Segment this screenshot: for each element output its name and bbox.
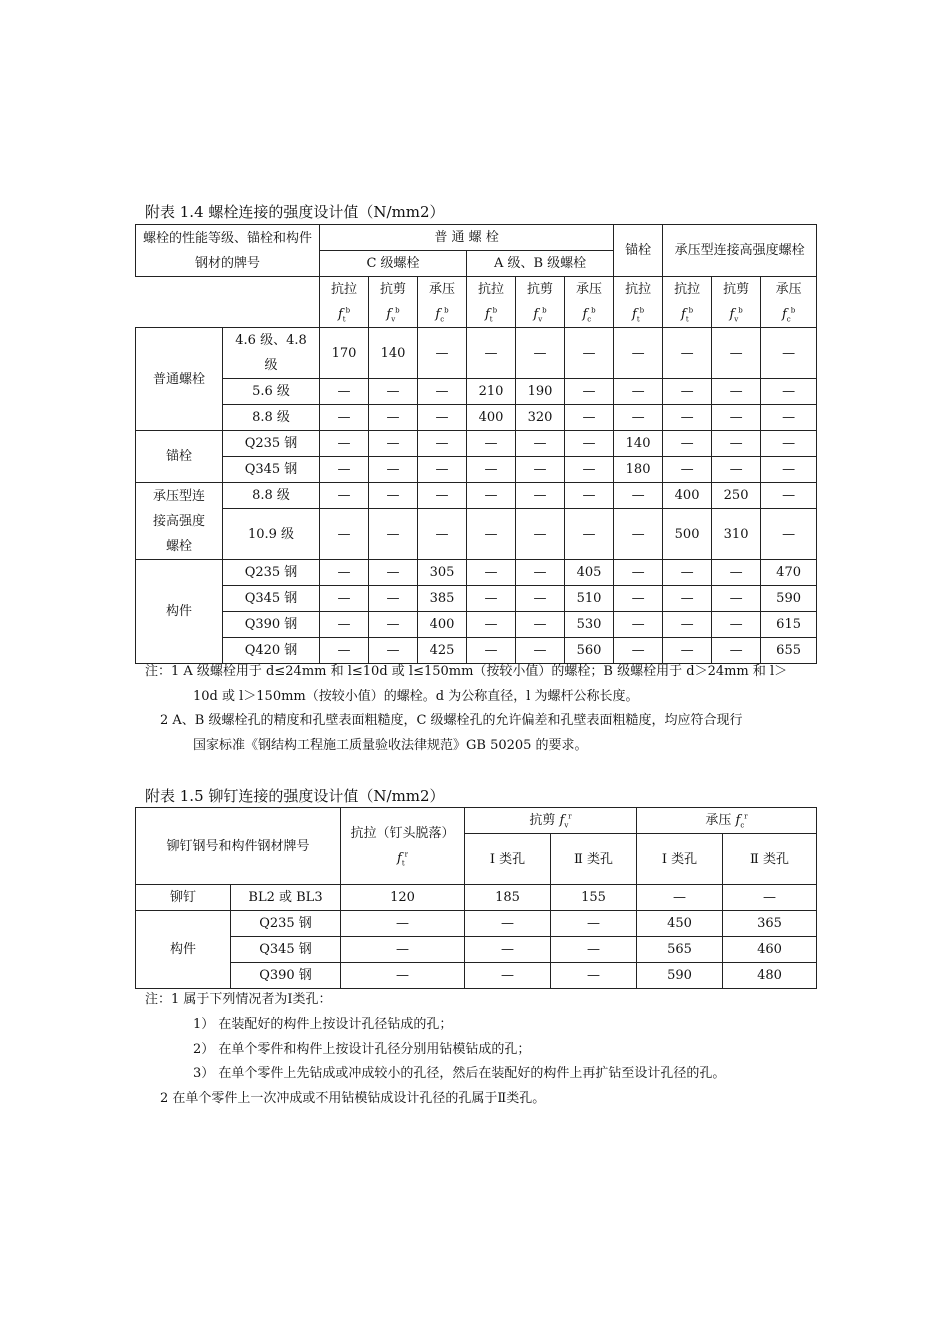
- table-cell: —: [614, 328, 663, 379]
- table-row: [136, 457, 817, 483]
- col-header-symbol: $f_v^b$: [533, 306, 547, 324]
- table-cell: 250: [712, 483, 761, 509]
- table-cell: —: [418, 328, 467, 379]
- col-header-symbol: $f_c^b$: [435, 306, 449, 324]
- table-cell: —: [369, 483, 418, 509]
- table-cell: —: [712, 328, 761, 379]
- col-header-label: 抗拉: [625, 282, 652, 297]
- table-cell: —: [663, 638, 712, 664]
- row-grade: 5.6 级: [223, 379, 320, 405]
- col-header-label: 承压: [775, 282, 802, 297]
- table-cell: —: [712, 586, 761, 612]
- col-header-symbol: $f_t^b$: [681, 306, 694, 324]
- table-cell: —: [551, 911, 637, 937]
- table-cell: —: [516, 560, 565, 586]
- table-cell: 590: [637, 963, 723, 989]
- col-header-label: 承压: [429, 282, 456, 297]
- table-cell: 210: [467, 379, 516, 405]
- table-cell: —: [320, 379, 369, 405]
- table-cell: —: [369, 509, 418, 560]
- table-cell: —: [663, 431, 712, 457]
- table-cell: —: [614, 612, 663, 638]
- table-cell: —: [465, 911, 551, 937]
- table-cell: —: [516, 586, 565, 612]
- row-grade: Q345 钢: [231, 937, 341, 963]
- col-header-7: [663, 277, 712, 328]
- table-cell: —: [467, 560, 516, 586]
- table-cell: —: [663, 379, 712, 405]
- table-cell: —: [712, 431, 761, 457]
- note-line: 注：1 A 级螺栓用于 d≤24mm 和 l≤10d 或 l≤150mm（按较小值）的螺栓；B 级螺栓用于 d＞24mm 和 l＞: [145, 664, 788, 679]
- table-cell: —: [465, 937, 551, 963]
- col-header-label: 抗剪: [723, 282, 750, 297]
- note-line: 3） 在单个零件上先钻成或冲成较小的孔径，然后在装配好的构件上再扩钻至设计孔径的孔。: [193, 1066, 726, 1081]
- table-row: [136, 586, 817, 612]
- header-bearing-class1: Ⅰ 类孔: [637, 834, 723, 885]
- table-cell: —: [761, 379, 817, 405]
- table-cell: —: [516, 457, 565, 483]
- table-cell: —: [467, 431, 516, 457]
- note-line: 10d 或 l＞150mm（按较小值）的螺栓。d 为公称直径，l 为螺杆公称长度。: [193, 689, 639, 704]
- table-cell: 565: [637, 937, 723, 963]
- table-cell: —: [369, 431, 418, 457]
- table-cell: —: [712, 457, 761, 483]
- table-cell: —: [467, 457, 516, 483]
- table-cell: —: [467, 483, 516, 509]
- header-high-strength-bolt: 承压型连接高强度螺栓: [663, 225, 817, 277]
- table-cell: 405: [565, 560, 614, 586]
- table-cell: 425: [418, 638, 467, 664]
- table-cell: —: [467, 612, 516, 638]
- table-cell: —: [418, 431, 467, 457]
- table-cell: —: [565, 405, 614, 431]
- table-cell: 155: [551, 885, 637, 911]
- table-cell: —: [663, 405, 712, 431]
- note-line: 2 在单个零件上一次冲成或不用钻模钻成设计孔径的孔属于Ⅱ类孔。: [160, 1091, 546, 1106]
- header-tension: [341, 808, 465, 885]
- table-cell: —: [369, 638, 418, 664]
- table-cell: —: [551, 937, 637, 963]
- row-grade: Q345 钢: [223, 457, 320, 483]
- col-header-symbol: $f_v^b$: [729, 306, 743, 324]
- table-cell: —: [369, 405, 418, 431]
- table-cell: —: [712, 379, 761, 405]
- header-ordinary-bolt: 普 通 螺 栓: [320, 225, 614, 251]
- col-header-label: 承压: [576, 282, 603, 297]
- table-cell: —: [565, 509, 614, 560]
- table-cell: 655: [761, 638, 817, 664]
- header-c-grade: C 级螺栓: [320, 251, 467, 277]
- table-cell: —: [467, 328, 516, 379]
- table-cell: —: [516, 431, 565, 457]
- row-grade: Q235 钢: [231, 911, 341, 937]
- table-cell: —: [663, 328, 712, 379]
- table2-caption: 附表 1.5 铆钉连接的强度设计值（N/mm2）: [145, 787, 445, 805]
- row-grade: Q420 钢: [223, 638, 320, 664]
- col-header-5: [565, 277, 614, 328]
- table-cell: —: [614, 560, 663, 586]
- table-cell: —: [467, 638, 516, 664]
- table-cell: —: [320, 457, 369, 483]
- table-cell: —: [320, 431, 369, 457]
- table1-corner-header: 螺栓的性能等级、锚栓和构件钢材的牌号: [136, 225, 320, 277]
- table1-caption: 附表 1.4 螺栓连接的强度设计值（N/mm2）: [145, 203, 445, 221]
- table-cell: —: [761, 483, 817, 509]
- table-cell: —: [516, 509, 565, 560]
- row-grade: 10.9 级: [223, 509, 320, 560]
- col-header-symbol: $f_c^b$: [582, 306, 596, 324]
- row-group-name: 构件: [136, 911, 231, 989]
- col-header-9: [761, 277, 817, 328]
- col-header-symbol: $f_t^b$: [337, 306, 351, 324]
- col-header-label: 抗拉: [674, 282, 701, 297]
- table-row: [136, 911, 817, 937]
- table-cell: —: [712, 612, 761, 638]
- table-cell: —: [565, 431, 614, 457]
- table-cell: —: [369, 379, 418, 405]
- row-grade: 8.8 级: [223, 405, 320, 431]
- table-cell: 480: [723, 963, 817, 989]
- row-group-name: 铆钉: [136, 885, 231, 911]
- table-cell: 590: [761, 586, 817, 612]
- table-cell: 365: [723, 911, 817, 937]
- note-line: 2） 在单个零件和构件上按设计孔径分别用钻模钻成的孔；: [193, 1042, 531, 1057]
- header-tension-label: 抗拉（钉头脱落）: [350, 826, 455, 841]
- col-header-label: 抗拉: [478, 282, 505, 297]
- table-cell: —: [663, 612, 712, 638]
- row-grade: Q345 钢: [223, 586, 320, 612]
- table-cell: 140: [614, 431, 663, 457]
- table-cell: —: [341, 963, 465, 989]
- col-header-label: 抗拉: [331, 282, 358, 297]
- row-group-name: 构件: [136, 560, 223, 664]
- table-cell: —: [565, 457, 614, 483]
- table-row: [136, 885, 817, 911]
- row-grade: Q390 钢: [231, 963, 341, 989]
- table-cell: —: [516, 612, 565, 638]
- table-cell: 400: [418, 612, 467, 638]
- table-cell: —: [418, 483, 467, 509]
- table-cell: —: [614, 405, 663, 431]
- rivet-strength-table: [135, 807, 817, 989]
- row-grade: 8.8 级: [223, 483, 320, 509]
- table-cell: —: [467, 586, 516, 612]
- table-cell: —: [614, 638, 663, 664]
- table-cell: 470: [761, 560, 817, 586]
- table-cell: —: [341, 937, 465, 963]
- table-cell: 320: [516, 405, 565, 431]
- table-row: [136, 509, 817, 560]
- row-grade: 4.6 级、4.8 级: [223, 328, 320, 379]
- table1-blank-header: [136, 277, 320, 328]
- table-cell: 400: [467, 405, 516, 431]
- table-cell: —: [418, 509, 467, 560]
- table-cell: 185: [465, 885, 551, 911]
- row-grade: BL2 或 BL3: [231, 885, 341, 911]
- header-anchor-bolt: 锚栓: [614, 225, 663, 277]
- header-tension-symbol: $f_t^r$: [397, 850, 409, 868]
- table-cell: —: [516, 483, 565, 509]
- note-line: 1） 在装配好的构件上按设计孔径钻成的孔；: [193, 1017, 453, 1032]
- col-header-symbol: $f_t^b$: [632, 306, 645, 324]
- table-cell: —: [712, 560, 761, 586]
- table-row: [136, 405, 817, 431]
- table-cell: 500: [663, 509, 712, 560]
- table-cell: —: [712, 638, 761, 664]
- row-grade: Q235 钢: [223, 560, 320, 586]
- table-cell: —: [320, 612, 369, 638]
- col-header-1: [369, 277, 418, 328]
- table-row: [136, 483, 817, 509]
- table-cell: 305: [418, 560, 467, 586]
- table-cell: —: [369, 560, 418, 586]
- table-cell: —: [320, 483, 369, 509]
- table-cell: —: [418, 405, 467, 431]
- col-header-8: [712, 277, 761, 328]
- table-row: [136, 431, 817, 457]
- table-cell: 120: [341, 885, 465, 911]
- table-cell: —: [761, 509, 817, 560]
- table-cell: —: [614, 379, 663, 405]
- table-cell: —: [516, 638, 565, 664]
- table-cell: 400: [663, 483, 712, 509]
- table-cell: —: [516, 328, 565, 379]
- table-cell: —: [565, 379, 614, 405]
- col-header-symbol: $f_c^b$: [781, 306, 796, 324]
- table-row: [136, 328, 817, 379]
- note-line: 注：1 属于下列情况者为Ⅰ类孔：: [145, 992, 332, 1007]
- table-cell: 140: [369, 328, 418, 379]
- table-cell: 560: [565, 638, 614, 664]
- col-header-0: [320, 277, 369, 328]
- table1-column-header-row: [136, 277, 817, 328]
- table-cell: —: [465, 963, 551, 989]
- table-cell: 170: [320, 328, 369, 379]
- table-row: [136, 560, 817, 586]
- row-grade: Q235 钢: [223, 431, 320, 457]
- table-cell: —: [320, 509, 369, 560]
- table-cell: —: [663, 457, 712, 483]
- header-shear: 抗剪 $f_v^r$: [465, 808, 637, 834]
- table-cell: 310: [712, 509, 761, 560]
- table-cell: 385: [418, 586, 467, 612]
- row-group-name: 锚栓: [136, 431, 223, 483]
- table-cell: —: [663, 586, 712, 612]
- table-cell: 510: [565, 586, 614, 612]
- table-cell: —: [565, 328, 614, 379]
- col-header-2: [418, 277, 467, 328]
- table-cell: —: [551, 963, 637, 989]
- table-row: [136, 963, 817, 989]
- row-group-name: 承压型连 接高强度 螺栓: [136, 483, 223, 560]
- table-row: [136, 937, 817, 963]
- row-group-name: 普通螺栓: [136, 328, 223, 431]
- table-row: [136, 612, 817, 638]
- table-cell: —: [614, 509, 663, 560]
- table-cell: —: [369, 612, 418, 638]
- table-cell: —: [418, 457, 467, 483]
- header-shear-class1: Ⅰ 类孔: [465, 834, 551, 885]
- row-grade: Q390 钢: [223, 612, 320, 638]
- table-cell: —: [761, 405, 817, 431]
- table-cell: —: [761, 431, 817, 457]
- table-cell: —: [761, 328, 817, 379]
- table-cell: —: [565, 483, 614, 509]
- table-cell: —: [341, 911, 465, 937]
- header-ab-grade: A 级、B 级螺栓: [467, 251, 614, 277]
- table-cell: —: [761, 457, 817, 483]
- table-cell: —: [723, 885, 817, 911]
- table-cell: —: [663, 560, 712, 586]
- table-cell: —: [614, 586, 663, 612]
- table2-corner-header: 铆钉钢号和构件钢材牌号: [136, 808, 341, 885]
- col-header-3: [467, 277, 516, 328]
- table-cell: —: [712, 405, 761, 431]
- table-cell: 190: [516, 379, 565, 405]
- table-cell: —: [418, 379, 467, 405]
- table-cell: —: [369, 457, 418, 483]
- col-header-symbol: $f_v^b$: [386, 306, 400, 324]
- table-cell: —: [320, 586, 369, 612]
- header-bearing: 承压 $f_c^r$: [637, 808, 817, 834]
- table-cell: 180: [614, 457, 663, 483]
- note-line: 国家标准《钢结构工程施工质量验收法律规范》GB 50205 的要求。: [193, 738, 588, 753]
- bolt-strength-table: [135, 224, 817, 664]
- table-cell: 460: [723, 937, 817, 963]
- col-header-label: 抗剪: [527, 282, 554, 297]
- table-cell: —: [320, 405, 369, 431]
- table-cell: 615: [761, 612, 817, 638]
- col-header-symbol: $f_t^b$: [484, 306, 498, 324]
- header-bearing-class2: Ⅱ 类孔: [723, 834, 817, 885]
- col-header-label: 抗剪: [380, 282, 407, 297]
- table-cell: —: [320, 560, 369, 586]
- table-cell: —: [467, 509, 516, 560]
- header-shear-class2: Ⅱ 类孔: [551, 834, 637, 885]
- table-cell: —: [320, 638, 369, 664]
- col-header-6: [614, 277, 663, 328]
- table-cell: —: [614, 483, 663, 509]
- col-header-4: [516, 277, 565, 328]
- table-cell: —: [637, 885, 723, 911]
- table-cell: 530: [565, 612, 614, 638]
- table-cell: —: [369, 586, 418, 612]
- table-row: [136, 379, 817, 405]
- table-cell: 450: [637, 911, 723, 937]
- note-line: 2 A、B 级螺栓孔的精度和孔壁表面粗糙度，C 级螺栓孔的允许偏差和孔壁表面粗糙度，均应符合现行: [160, 713, 743, 728]
